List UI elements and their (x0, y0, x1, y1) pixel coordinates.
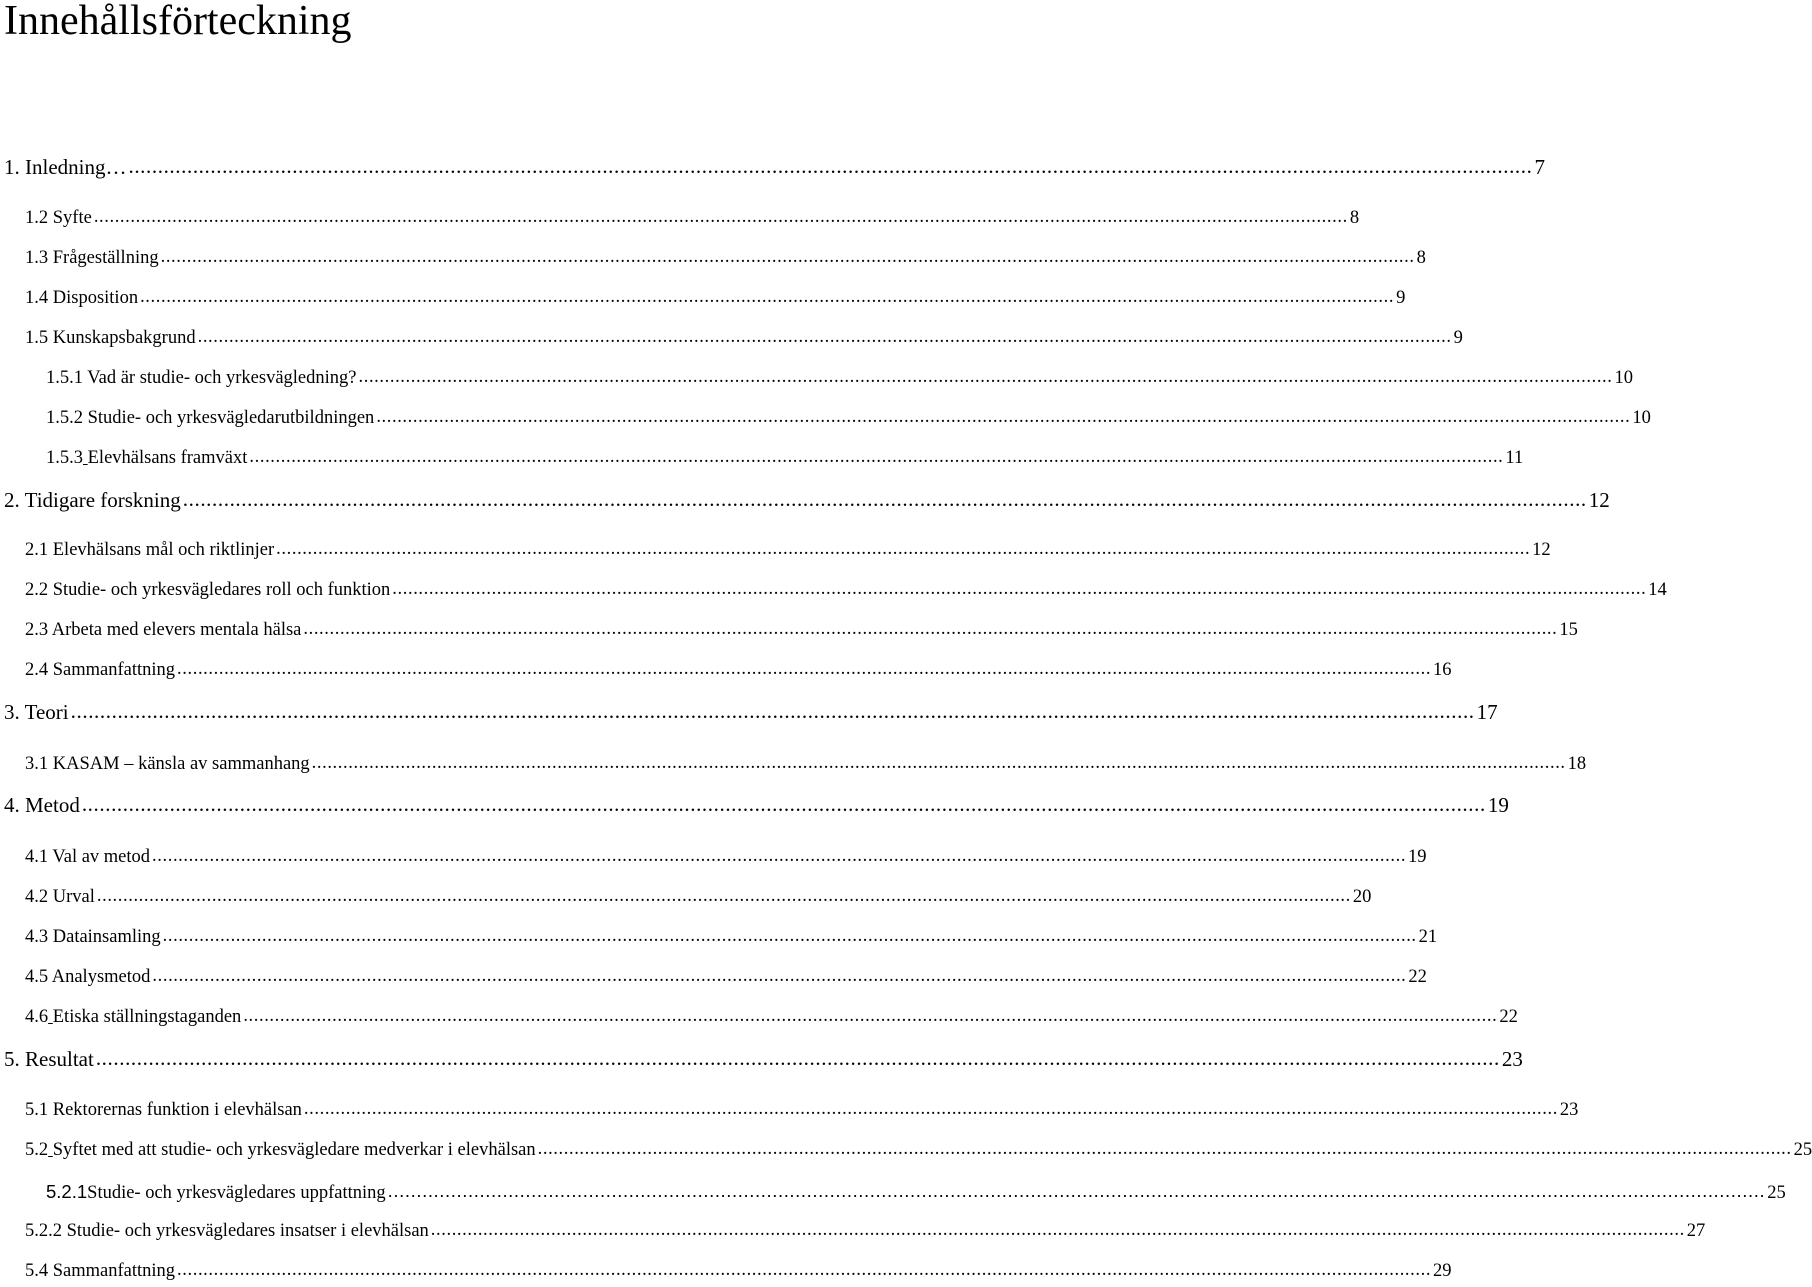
toc-entry-label: 4.1 Val av metod (25, 847, 151, 867)
toc-entry[interactable] (46, 1181, 1786, 1205)
dot-leader (96, 1046, 1500, 1071)
dot-leader (140, 287, 1394, 308)
toc-entry[interactable] (25, 288, 1406, 312)
toc-entry-label: 1.5.1 Vad är studie- och yrkesvägledning? (46, 368, 357, 388)
toc-page-number: 7 (1534, 155, 1545, 179)
dot-leader (183, 487, 1587, 512)
dot-leader (163, 926, 1417, 947)
dot-leader (359, 367, 1613, 388)
toc-page-number: 27 (1686, 1221, 1706, 1241)
toc-entry-label: 2. Tidigare forskning (4, 488, 181, 512)
dot-leader (538, 1139, 1792, 1160)
toc-entry-label: 1.5.2 Studie- och yrkesvägledarutbildningen (46, 408, 375, 428)
toc-entry[interactable] (25, 1140, 1812, 1164)
toc-page-number: 22 (1408, 967, 1427, 987)
dot-leader (97, 886, 1351, 907)
toc-page-number: 23 (1559, 1100, 1579, 1120)
toc-entry-label: 5.2.1Studie- och yrkesvägledares uppfattning (46, 1181, 386, 1203)
toc-entry-label: 2.3 Arbeta med elevers mentala hälsa (25, 620, 302, 640)
toc-entry-label: 4.2 Urval (25, 887, 95, 907)
toc-page-number: 21 (1418, 927, 1438, 947)
toc-page-number: 9 (1453, 328, 1463, 348)
dot-leader (128, 154, 1532, 179)
toc-entry-label: 1.3 Frågeställning (25, 248, 159, 268)
toc-page-number: 14 (1648, 580, 1667, 600)
toc-page-number: 25 (1767, 1183, 1786, 1203)
toc-entry[interactable] (4, 1047, 1523, 1075)
dot-leader (177, 659, 1431, 680)
toc-entry-label: 4.6 Etiska ställningstaganden (25, 1007, 242, 1027)
toc-entry-label: 4. Metod (4, 793, 80, 817)
toc-entry[interactable] (4, 488, 1610, 516)
dot-leader (152, 846, 1406, 867)
toc-entry-label: 5.4 Sammanfattning (25, 1261, 176, 1281)
toc-entry[interactable] (25, 1007, 1518, 1031)
toc-page-number: 25 (1793, 1140, 1812, 1160)
toc-entry-label: 5.1 Rektorernas funktion i elevhälsan (25, 1100, 302, 1120)
dot-leader (152, 966, 1406, 987)
toc-entry[interactable] (25, 620, 1578, 644)
toc-page-number: 19 (1408, 847, 1427, 867)
dot-leader (198, 327, 1452, 348)
toc-entry-label: 1.4 Disposition (25, 288, 139, 308)
dot-leader (161, 247, 1415, 268)
dot-leader (276, 539, 1530, 560)
dot-leader (249, 447, 1503, 468)
dot-leader (71, 699, 1475, 724)
page-title: Innehållsförteckning (4, 0, 352, 44)
toc-entry[interactable] (25, 1261, 1452, 1285)
toc-entry-label: 2.4 Sammanfattning (25, 660, 176, 680)
dot-leader (94, 207, 1348, 228)
toc-page-number: 23 (1501, 1047, 1523, 1071)
dot-leader (303, 619, 1557, 640)
toc-entry-label: 1. Inledning… (4, 155, 127, 179)
toc-entry[interactable] (25, 540, 1551, 564)
toc-page-number: 15 (1559, 620, 1578, 640)
toc-page-number: 17 (1476, 700, 1498, 724)
toc-entry[interactable] (25, 1100, 1579, 1124)
toc-entry[interactable] (25, 927, 1438, 951)
toc-page-number: 8 (1416, 248, 1426, 268)
dot-leader (82, 792, 1486, 817)
dot-leader (431, 1220, 1685, 1241)
toc-entry-label: 5.2.2 Studie- och yrkesvägledares insatser i elevhälsan (25, 1221, 429, 1241)
dot-leader (388, 1180, 1766, 1202)
toc-entry-label: 4.3 Datainsamling (25, 927, 161, 947)
toc-entry-label: 4.5 Analysmetod (25, 967, 151, 987)
toc-entry[interactable] (25, 208, 1360, 232)
toc-entry-label: 5. Resultat (4, 1047, 94, 1071)
toc-page-number: 9 (1396, 288, 1406, 308)
toc-entry-label: 1.2 Syfte (25, 208, 92, 228)
toc-entry[interactable] (25, 580, 1667, 604)
toc-entry[interactable] (4, 155, 1545, 183)
toc-page-number: 19 (1487, 793, 1509, 817)
toc-entry-label: 3.1 KASAM – känsla av sammanhang (25, 754, 310, 774)
toc-page-number: 20 (1352, 887, 1372, 907)
toc-page-number: 11 (1505, 448, 1524, 468)
toc-entry[interactable] (46, 368, 1633, 392)
toc-entry[interactable] (4, 793, 1509, 821)
toc-entry[interactable] (46, 408, 1651, 432)
toc-entry-label: 5.2 Syftet med att studie- och yrkesvägledare medverkar i elevhälsan (25, 1140, 536, 1160)
dot-leader (376, 407, 1630, 428)
toc-entry[interactable] (25, 754, 1587, 778)
toc-entry[interactable] (46, 448, 1524, 472)
toc-page-number: 18 (1567, 754, 1587, 774)
toc-entry[interactable] (25, 660, 1452, 684)
dot-leader (177, 1260, 1431, 1281)
toc-page-number: 10 (1632, 408, 1651, 428)
dot-leader (304, 1099, 1558, 1120)
toc-page-number: 10 (1614, 368, 1633, 388)
dot-leader (392, 579, 1646, 600)
toc-entry[interactable] (25, 248, 1426, 272)
toc-entry-label: 1.5 Kunskapsbakgrund (25, 328, 196, 348)
toc-entry-label: 3. Teori (4, 700, 69, 724)
dot-leader (312, 753, 1566, 774)
toc-entry[interactable] (25, 887, 1372, 911)
toc-entry[interactable] (4, 700, 1498, 728)
toc-page-number: 8 (1349, 208, 1360, 228)
toc-page-number: 12 (1532, 540, 1551, 560)
toc-entry-label: 2.1 Elevhälsans mål och riktlinjer (25, 540, 275, 560)
toc-page-number: 22 (1499, 1007, 1518, 1027)
toc-entry[interactable] (25, 967, 1427, 991)
toc-entry[interactable] (25, 847, 1427, 871)
toc-entry[interactable] (25, 1221, 1706, 1245)
toc-entry[interactable] (25, 328, 1463, 352)
toc-entry-label: 1.5.3 Elevhälsans framväxt (46, 448, 248, 468)
toc-page-number: 16 (1433, 660, 1452, 680)
dot-leader (243, 1006, 1497, 1027)
toc-entry-label: 2.2 Studie- och yrkesvägledares roll och funktion (25, 580, 391, 600)
toc-page-number: 29 (1433, 1261, 1452, 1281)
toc-page-number: 12 (1588, 488, 1610, 512)
